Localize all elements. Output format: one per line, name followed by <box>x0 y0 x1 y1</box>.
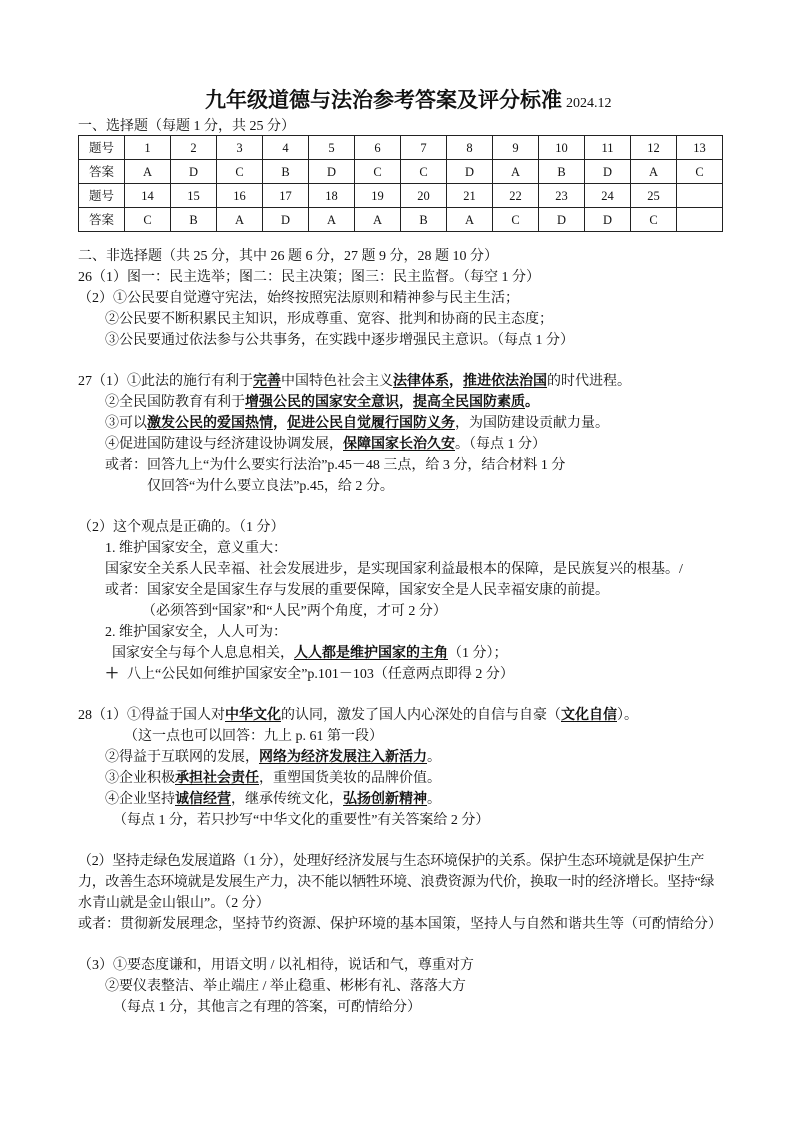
key-phrase: 促进公民自觉履行国防义务 <box>287 416 455 431</box>
q28-part1-item1-note: （这一点也可以回答：九上 p. 61 第一段） <box>124 729 383 744</box>
table-cell: C <box>631 208 677 232</box>
text-segment: ， <box>273 416 287 431</box>
q27-part2-point1-answer: 国家安全关系人民幸福、社会发展进步，是实现国家利益最根本的保障，是民族复兴的根基。/ <box>105 562 683 577</box>
text-segment: 的认同，激发了国人内心深处的自信与自豪（ <box>281 708 561 723</box>
q27-part1-alt2: 仅回答“为什么要立良法”p.45，给 2 分。 <box>147 479 394 494</box>
table-cell: B <box>171 208 217 232</box>
q28-part3-item2: ②要仪表整洁、举止端庄 / 举止稳重、彬彬有礼、落落大方 <box>105 979 466 994</box>
q28-part2-line3: 水青山就是金山银山”。（2 分） <box>78 896 270 911</box>
key-phrase: 承担社会责任 <box>175 771 259 786</box>
table-cell: 17 <box>263 184 309 208</box>
table-cell <box>677 208 723 232</box>
date-label: 2024.12 <box>566 96 612 111</box>
q27-part1-item2 <box>78 392 778 413</box>
text-segment: 27（1）①此法的施行有利于 <box>78 374 253 389</box>
q28-part1-item1 <box>78 705 778 726</box>
table-cell: 6 <box>355 136 401 160</box>
q27-part1-item4 <box>78 434 778 455</box>
choice-heading: 一、选择题（每题 1 分，共 25 分） <box>78 119 295 134</box>
q28-part3-item1: （3）①要态度谦和，用语文明 / 以礼相待，说话和气，尊重对方 <box>78 958 474 973</box>
key-phrase: 弘扬创新精神 <box>343 792 427 807</box>
text-segment: ④企业坚持 <box>105 792 175 807</box>
table-cell: D <box>585 160 631 184</box>
table-cell: 21 <box>447 184 493 208</box>
table-cell: 23 <box>539 184 585 208</box>
q28-part3-note: （每点 1 分，其他言之有理的答案，可酌情给分） <box>113 1000 421 1015</box>
key-phrase: 完善 <box>253 374 281 389</box>
table-cell: 16 <box>217 184 263 208</box>
text-segment: （1 分）； <box>448 646 508 661</box>
q27-part2-point2-extra <box>78 664 778 685</box>
table-cell: 11 <box>585 136 631 160</box>
table-cell: D <box>585 208 631 232</box>
table-row <box>79 184 723 208</box>
text-segment: ②得益于互联网的发展， <box>105 750 259 765</box>
table-cell <box>677 184 723 208</box>
title-text: 九年级道德与法治参考答案及评分标准 <box>205 88 562 112</box>
text-segment: 。 <box>427 792 441 807</box>
key-phrase: 文化自信 <box>561 708 617 723</box>
table-row <box>79 160 723 184</box>
table-row <box>79 208 723 232</box>
non-choice-heading: 二、非选择题（共 25 分，其中 26 题 6 分，27 题 9 分，28 题 10 分） <box>78 249 498 264</box>
q27-part2-point1-alt: 或者：国家安全是国家生存与发展的重要保障，国家安全是人民幸福安康的前提。 <box>105 583 609 598</box>
text-segment: 八上“公民如何维护国家安全”p.101－103（任意两点即得 2 分） <box>127 667 514 682</box>
row-header-cell: 题号 <box>79 184 125 208</box>
table-cell: 10 <box>539 136 585 160</box>
text-segment: ③企业积极 <box>105 771 175 786</box>
q26-part2-item2: ②公民要不断积累民主知识，形成尊重、宽容、批判和协商的民主态度； <box>105 312 553 327</box>
table-cell: D <box>309 160 355 184</box>
table-cell: 15 <box>171 184 217 208</box>
table-cell: D <box>447 160 493 184</box>
text-segment: ， <box>449 374 463 389</box>
table-cell: A <box>125 160 171 184</box>
q26-part2-item1: （2）①公民要自觉遵守宪法，始终按照宪法原则和精神参与民主生活； <box>78 291 519 306</box>
key-phrase: 法律体系 <box>393 374 449 389</box>
non-choice-section <box>78 246 778 1018</box>
key-phrase: 提高全民国防素质 <box>413 395 525 410</box>
table-cell: C <box>217 160 263 184</box>
q28-part1-item3 <box>78 768 778 789</box>
table-cell: D <box>539 208 585 232</box>
table-cell: C <box>401 160 447 184</box>
key-phrase: 激发公民的爱国热情 <box>147 416 273 431</box>
text-segment: ， <box>399 395 413 410</box>
table-cell: A <box>631 160 677 184</box>
row-header-cell: 答案 <box>79 208 125 232</box>
table-cell: B <box>401 208 447 232</box>
table-cell: A <box>355 208 401 232</box>
table-cell: B <box>539 160 585 184</box>
q28-part1-item4 <box>78 789 778 810</box>
text-segment: 28（1）①得益于国人对 <box>78 708 225 723</box>
table-cell: 13 <box>677 136 723 160</box>
table-cell: 1 <box>125 136 171 160</box>
text-segment: ）。 <box>617 708 638 723</box>
q27-part1-alt1: 或者：回答九上“为什么要实行法治”p.45－48 三点，给 3 分，结合材料 1 分 <box>105 458 566 473</box>
q28-part1-item2 <box>78 747 778 768</box>
table-cell: D <box>171 160 217 184</box>
row-header-cell: 题号 <box>79 136 125 160</box>
key-phrase: 推进依法治国 <box>463 374 547 389</box>
q28-part2-line2: 力，改善生态环境就是发展生产力，决不能以牺牲环境、浪费资源为代价，换取一时的经济增长。坚持“绿 <box>78 875 715 890</box>
q27-part2-point2-answer <box>78 643 778 664</box>
q27-part1-item3 <box>78 413 778 434</box>
table-cell: C <box>125 208 171 232</box>
table-cell: 8 <box>447 136 493 160</box>
table-cell: A <box>493 160 539 184</box>
table-cell: 19 <box>355 184 401 208</box>
key-phrase: 增强公民的国家安全意识 <box>245 395 399 410</box>
table-cell: 5 <box>309 136 355 160</box>
q27-part1-item1 <box>78 371 778 392</box>
table-cell: 2 <box>171 136 217 160</box>
q27-part2-opinion: （2）这个观点是正确的。（1 分） <box>78 520 285 535</box>
text-segment: 中国特色社会主义 <box>281 374 393 389</box>
q26-part1: 26（1）图一：民主选举；图二：民主决策；图三：民主监督。（每空 1 分） <box>78 270 540 285</box>
key-phrase: 网络为经济发展注入新活力 <box>259 750 427 765</box>
table-cell: 3 <box>217 136 263 160</box>
table-cell: C <box>493 208 539 232</box>
q26-part2-item3: ③公民要通过依法参与公共事务，在实践中逐步增强民主意识。（每点 1 分） <box>105 333 574 348</box>
text-segment: ，重塑国货美妆的品牌价值。 <box>259 771 441 786</box>
text-segment: 的时代进程。 <box>547 374 631 389</box>
q27-part2-point2-heading: 2. 维护国家安全，人人可为： <box>105 625 287 640</box>
table-cell: A <box>217 208 263 232</box>
text-segment: ，为国防建设贡献力量。 <box>455 416 609 431</box>
table-cell: 20 <box>401 184 447 208</box>
page-title <box>205 87 612 117</box>
table-cell: D <box>263 208 309 232</box>
table-cell: 9 <box>493 136 539 160</box>
q27-part2-point1-note: （必须答到“国家”和“人民”两个角度，才可 2 分） <box>142 604 447 619</box>
table-cell: 4 <box>263 136 309 160</box>
key-phrase: 人人都是维护国家的主角 <box>294 646 448 661</box>
q28-part2-line1: （2）坚持走绿色发展道路（1 分），处理好经济发展与生态环境保护的关系。保护生态环境就是保护生产 <box>78 854 705 869</box>
table-cell: 14 <box>125 184 171 208</box>
plus-sign: ＋ <box>105 667 119 682</box>
answer-table <box>78 135 723 232</box>
table-cell: 7 <box>401 136 447 160</box>
text-segment: 。 <box>525 395 539 410</box>
table-cell: 18 <box>309 184 355 208</box>
text-segment: 。（每点 1 分） <box>455 437 546 452</box>
q28-part2-alt: 或者：贯彻新发展理念，坚持节约资源、保护环境的基本国策，坚持人与自然和谐共生等（可酌情给分） <box>78 917 722 932</box>
text-segment: ③可以 <box>105 416 147 431</box>
table-cell: A <box>309 208 355 232</box>
q28-part1-note: （每点 1 分，若只抄写“中华文化的重要性”有关答案给 2 分） <box>113 813 490 828</box>
text-segment: ，继承传统文化， <box>231 792 343 807</box>
key-phrase: 诚信经营 <box>175 792 231 807</box>
text-segment: ④促进国防建设与经济建设协调发展， <box>105 437 343 452</box>
q27-part2-point1-heading: 1. 维护国家安全，意义重大： <box>105 541 287 556</box>
row-header-cell: 答案 <box>79 160 125 184</box>
table-cell: 24 <box>585 184 631 208</box>
text-segment: ②全民国防教育有利于 <box>105 395 245 410</box>
table-cell: 25 <box>631 184 677 208</box>
key-phrase: 保障国家长治久安 <box>343 437 455 452</box>
table-cell: A <box>447 208 493 232</box>
text-segment: 国家安全与每个人息息相关， <box>112 646 294 661</box>
key-phrase: 中华文化 <box>225 708 281 723</box>
table-cell: 12 <box>631 136 677 160</box>
table-cell: C <box>677 160 723 184</box>
text-segment: 。 <box>427 750 441 765</box>
table-row <box>79 136 723 160</box>
table-cell: B <box>263 160 309 184</box>
table-cell: 22 <box>493 184 539 208</box>
table-cell: C <box>355 160 401 184</box>
